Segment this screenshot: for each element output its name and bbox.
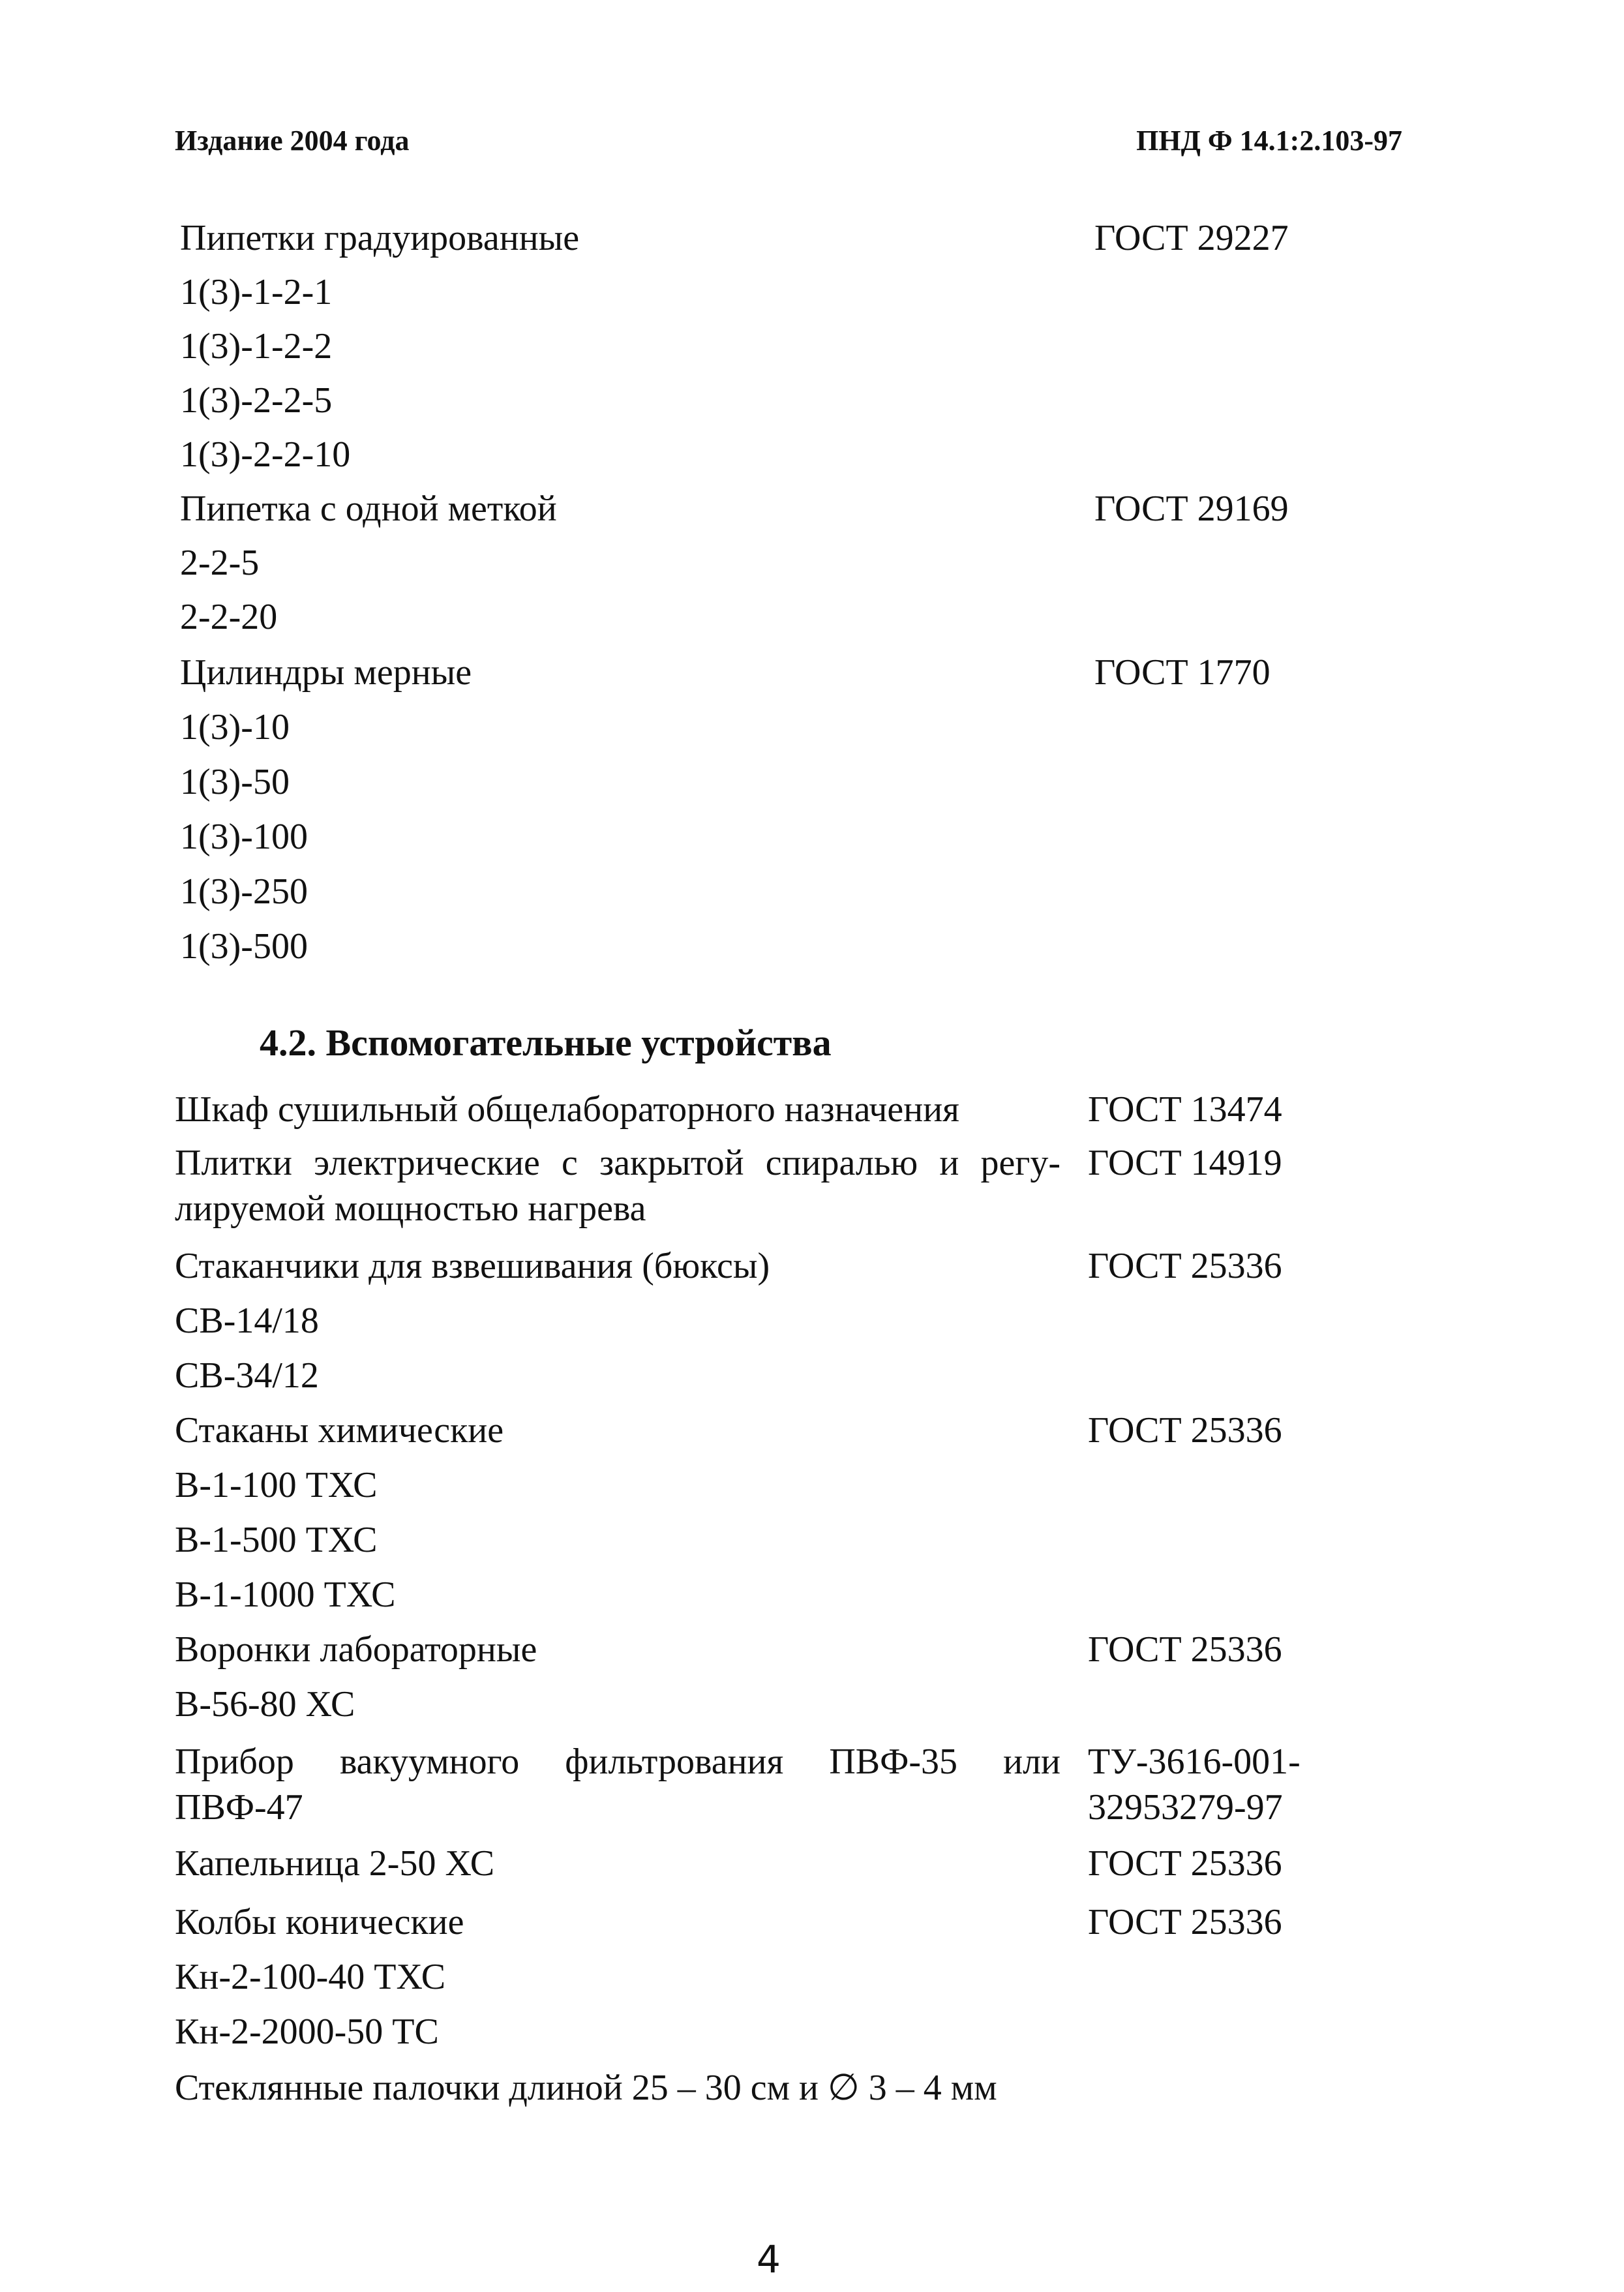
item-name: 1(3)-1-2-1 — [180, 272, 333, 312]
item-name: Стеклянные палочки длиной 25 – 30 см и ∅ 3 – 4 мм — [175, 2068, 997, 2108]
item-name: СВ-14/18 — [175, 1301, 319, 1341]
item-name: Стаканчики для взвешивания (бюксы) — [175, 1246, 770, 1286]
item-name-continuation: ПВФ-47 — [175, 1787, 303, 1828]
item-name: 1(3)-500 — [180, 926, 308, 967]
item-name: СВ-34/12 — [175, 1355, 319, 1396]
item-name: Кн-2-100-40 ТХС — [175, 1957, 446, 1997]
item-standard: ГОСТ 29227 — [1094, 218, 1289, 258]
item-name: 1(3)-100 — [180, 817, 308, 857]
item-name: В-1-1000 ТХС — [175, 1575, 396, 1615]
item-name: В-56-80 ХС — [175, 1684, 355, 1725]
item-name: 1(3)-2-2-5 — [180, 380, 333, 421]
item-name: В-1-500 ТХС — [175, 1520, 378, 1560]
item-standard: ТУ-3616-001- — [1088, 1742, 1301, 1782]
item-name: Шкаф сушильный общелабораторного назначения — [175, 1089, 959, 1130]
item-name: 1(3)-2-2-10 — [180, 434, 351, 475]
item-name: Кн-2-2000-50 ТС — [175, 2012, 439, 2052]
item-name: Воронки лабораторные — [175, 1629, 537, 1670]
item-standard: ГОСТ 25336 — [1088, 1629, 1282, 1670]
item-standard: ГОСТ 29169 — [1094, 489, 1289, 529]
item-name: Пипетки градуированные — [180, 218, 580, 258]
item-name: 1(3)-10 — [180, 707, 290, 747]
item-standard: ГОСТ 14919 — [1088, 1143, 1282, 1183]
item-name: 1(3)-250 — [180, 871, 308, 912]
item-name: Прибор вакуумного фильтрования ПВФ-35 или — [175, 1742, 1060, 1782]
item-standard: ГОСТ 25336 — [1088, 1843, 1282, 1884]
item-name: Капельница 2-50 ХС — [175, 1843, 495, 1884]
item-standard: ГОСТ 1770 — [1094, 652, 1271, 693]
item-name: Пипетка с одной меткой — [180, 489, 557, 529]
item-name-continuation: лируемой мощностью нагрева — [175, 1188, 646, 1229]
item-standard: ГОСТ 25336 — [1088, 1410, 1282, 1451]
item-standard: ГОСТ 25336 — [1088, 1902, 1282, 1942]
edition-label: Издание 2004 года — [175, 125, 410, 157]
page-number: 4 — [757, 2237, 781, 2282]
document-code: ПНД Ф 14.1:2.103-97 — [1136, 125, 1402, 157]
item-name: 1(3)-1-2-2 — [180, 326, 333, 367]
item-standard: ГОСТ 13474 — [1088, 1089, 1282, 1130]
item-name: Цилиндры мерные — [180, 652, 472, 693]
item-name: Колбы конические — [175, 1902, 464, 1942]
item-name: В-1-100 ТХС — [175, 1465, 378, 1505]
item-name: 2-2-5 — [180, 543, 260, 583]
item-name: Стаканы химические — [175, 1410, 504, 1451]
section-heading: 4.2. Вспомогательные устройства — [260, 1021, 832, 1064]
item-standard: ГОСТ 25336 — [1088, 1246, 1282, 1286]
item-standard-continuation: 32953279-97 — [1088, 1787, 1283, 1828]
item-name: 2-2-20 — [180, 597, 278, 637]
item-name: Плитки электрические с закрытой спиралью и регу- — [175, 1143, 1060, 1183]
item-name: 1(3)-50 — [180, 762, 290, 802]
